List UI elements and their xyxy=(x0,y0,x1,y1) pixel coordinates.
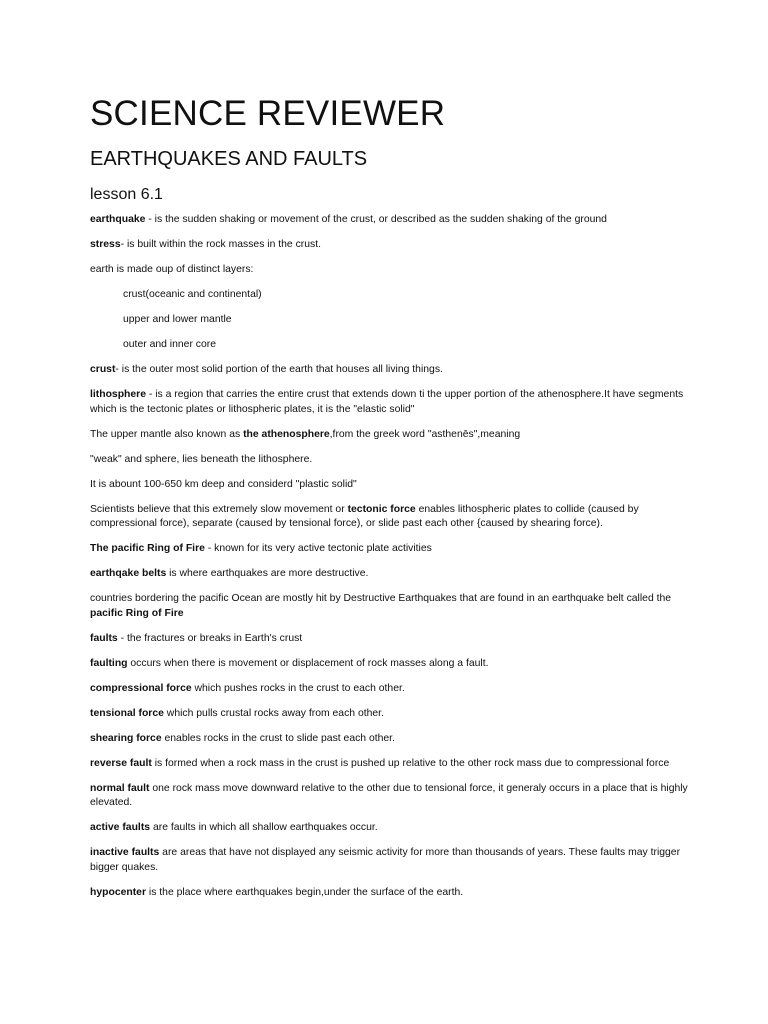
definition-text: one rock mass move downward relative to the other due to tensional force, it generaly occurs in a place that is highly elevated. xyxy=(90,782,688,808)
definition-paragraph xyxy=(90,732,688,747)
definition-paragraph xyxy=(90,632,688,647)
layer-list-item xyxy=(90,338,688,353)
definition-text: are faults in which all shallow earthquakes occur. xyxy=(150,822,378,833)
term-label: tensional force xyxy=(90,707,164,719)
definition-paragraph xyxy=(90,428,688,443)
definition-text: occurs when there is movement or displacement of rock masses along a fault. xyxy=(127,657,489,669)
definition-text: are areas that have not displayed any seismic activity for more than thousands of years. These faults may trigger bigger quakes. xyxy=(90,847,681,873)
definition-text: which pulls crustal rocks away from each other. xyxy=(163,707,384,719)
definition-paragraph xyxy=(90,846,688,875)
term-label: reverse fault xyxy=(90,757,152,769)
definition-text: - is the sudden shaking or movement of the crust, or described as the sudden shaking of the ground xyxy=(145,214,607,225)
definition-text: It is abount 100-650 km deep and considerd "plastic solid" xyxy=(90,478,357,490)
term-label: earthquake xyxy=(90,214,146,225)
definition-text: - is built within the rock masses in the crust. xyxy=(120,239,322,250)
definition-paragraph xyxy=(90,363,688,378)
term-label: crust xyxy=(90,364,116,375)
definition-paragraph xyxy=(90,682,688,697)
definition-paragraph xyxy=(90,707,688,722)
term-label: the athenosphere xyxy=(243,428,330,440)
definition-text: - the fractures or breaks in Earth's crust xyxy=(117,632,303,644)
definition-paragraph xyxy=(90,263,688,278)
definition-paragraph xyxy=(90,213,688,228)
definition-paragraph xyxy=(90,821,688,836)
paragraph-lead-text: Scientists believe that this extremely slow movement or xyxy=(90,503,348,515)
definition-paragraph xyxy=(90,592,688,621)
definition-text: which pushes rocks in the crust to each other. xyxy=(191,682,405,694)
term-label: normal fault xyxy=(90,782,150,794)
lesson-heading: lesson 6.1 xyxy=(90,186,163,203)
term-label: stress xyxy=(90,239,121,250)
definition-text: crust(oceanic and continental) xyxy=(123,289,262,300)
definition-text: upper and lower mantle xyxy=(123,314,232,325)
definition-paragraph xyxy=(90,657,688,672)
term-label: faulting xyxy=(90,657,128,669)
term-label: The pacific Ring of Fire xyxy=(90,543,205,554)
term-label: compressional force xyxy=(90,682,192,694)
term-label: hypocenter xyxy=(90,886,147,898)
definition-paragraph xyxy=(90,453,688,468)
layer-list-item xyxy=(90,288,688,303)
definition-text: outer and inner core xyxy=(123,339,216,350)
definition-paragraph xyxy=(90,238,688,253)
definition-paragraph xyxy=(90,782,688,811)
definition-paragraph xyxy=(90,542,688,557)
term-label: shearing force xyxy=(90,732,162,744)
term-label: active faults xyxy=(90,822,151,833)
definition-text: is the place where earthquakes begin,under the surface of the earth. xyxy=(146,886,464,898)
definition-text: - is the outer most solid portion of the earth that houses all living things. xyxy=(115,364,443,375)
definition-paragraph xyxy=(90,757,688,772)
definition-paragraph xyxy=(90,388,688,417)
definition-text: is formed when a rock mass in the crust is pushed up relative to the other rock mass due to compressional force xyxy=(151,757,670,769)
term-label: faults xyxy=(90,632,118,644)
paragraph-lead-text: countries bordering the pacific Ocean are mostly hit by Destructive Earthquakes that are found in an earthquake belt called the xyxy=(90,593,672,604)
document-subtitle: EARTHQUAKES AND FAULTS xyxy=(90,148,368,170)
term-label: inactive faults xyxy=(90,847,160,858)
definition-text: enables rocks in the crust to slide past each other. xyxy=(161,732,395,744)
definition-text: enables lithospheric plates to collide (caused by compressional force), separate (caused by tensional force), or slide past each other {caused by shearing force). xyxy=(90,503,639,529)
definition-text: - known for its very active tectonic plate activities xyxy=(204,543,432,554)
definition-text: is where earthquakes are more destructive. xyxy=(166,568,369,579)
definition-paragraph xyxy=(90,886,688,901)
definition-paragraph xyxy=(90,567,688,582)
paragraph-lead-text: The upper mantle also known as xyxy=(90,428,244,440)
definition-text: - is a region that carries the entire crust that extends down ti the upper portion of the athenosphere.It have segments which is the tectonic plates or lithospheric plates, it is the "elastic solid" xyxy=(90,389,684,415)
term-label: tectonic force xyxy=(347,503,416,515)
term-label: pacific Ring of Fire xyxy=(90,607,184,619)
definition-text: "weak" and sphere, lies beneath the lithosphere. xyxy=(90,453,313,465)
reviewer-content xyxy=(90,213,688,900)
document-title: SCIENCE REVIEWER xyxy=(90,94,446,133)
term-label: lithosphere xyxy=(90,389,147,400)
definition-paragraph xyxy=(90,478,688,493)
definition-text: ,from the greek word "asthenēs",meaning xyxy=(329,428,521,440)
definition-text: earth is made oup of distinct layers: xyxy=(90,264,254,275)
term-label: earthqake belts xyxy=(90,568,167,579)
layer-list-item xyxy=(90,313,688,328)
definition-paragraph xyxy=(90,503,688,532)
